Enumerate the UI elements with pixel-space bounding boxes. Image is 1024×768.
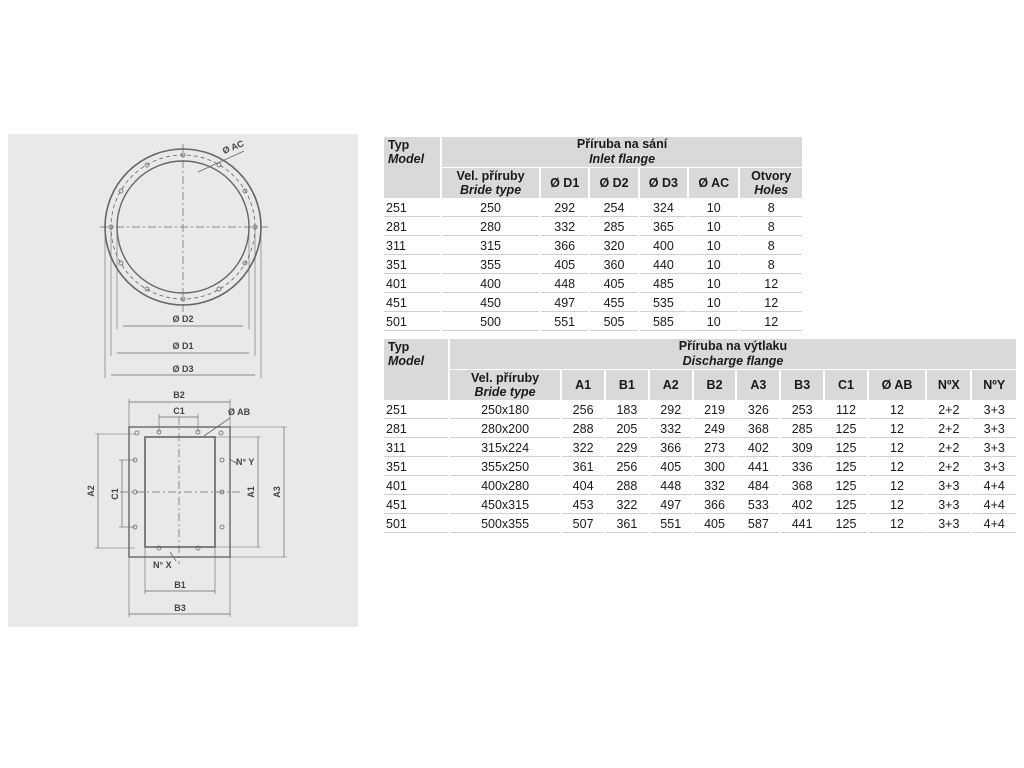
value-cell: 280 [442,218,539,236]
value-cell: 250x180 [450,401,560,419]
value-cell: 405 [694,515,736,533]
value-cell: 256 [562,401,604,419]
table-row [384,439,1016,457]
label-ac: Ø AC [221,138,246,156]
value-cell: 112 [825,401,867,419]
inlet-flange-table [382,136,804,332]
value-cell: 125 [825,458,867,476]
table-row [384,515,1016,533]
value-cell: 400 [640,237,687,255]
discharge-group-header: Příruba na výtlaku Discharge flange [450,339,1016,369]
label-b2: B2 [173,390,185,400]
value-cell: 505 [590,313,637,331]
value-cell: 551 [650,515,692,533]
discharge-model-header: Typ Model [384,339,448,400]
value-cell: 12 [869,496,925,514]
value-cell: 336 [781,458,823,476]
value-cell: 288 [606,477,648,495]
model-cell: 281 [384,218,440,236]
value-cell: 533 [737,496,779,514]
label-c1-side: C1 [110,488,120,500]
value-cell: 484 [737,477,779,495]
value-cell: 332 [650,420,692,438]
label-d3: Ø D3 [172,364,194,374]
inlet-column-header: Ø D2 [590,168,637,198]
value-cell: 500x355 [450,515,560,533]
inlet-column-header: Ø D3 [640,168,687,198]
model-cell: 401 [384,275,440,293]
value-cell: 366 [694,496,736,514]
value-cell: 10 [689,199,738,217]
model-cell: 501 [384,313,440,331]
value-cell: 322 [606,496,648,514]
value-cell: 587 [737,515,779,533]
model-cell: 351 [384,458,448,476]
value-cell: 183 [606,401,648,419]
value-cell: 253 [781,401,823,419]
value-cell: 326 [737,401,779,419]
value-cell: 405 [650,458,692,476]
value-cell: 365 [640,218,687,236]
value-cell: 125 [825,439,867,457]
table-row [384,199,802,217]
value-cell: 4+4 [972,515,1016,533]
value-cell: 551 [541,313,588,331]
value-cell: 497 [650,496,692,514]
inlet-group-header: Příruba na sání Inlet flange [442,137,802,167]
label-a1: A1 [246,486,256,498]
table-row [384,218,802,236]
value-cell: 3+3 [972,401,1016,419]
label-nx: N° X [153,560,172,570]
discharge-column-header: A2 [650,370,692,400]
value-cell: 219 [694,401,736,419]
value-cell: 10 [689,256,738,274]
value-cell: 12 [740,313,802,331]
value-cell: 300 [694,458,736,476]
model-cell: 451 [384,294,440,312]
discharge-flange-drawing [95,399,287,617]
discharge-column-header: B1 [606,370,648,400]
label-ab: Ø AB [228,407,251,417]
discharge-column-header: B2 [694,370,736,400]
value-cell: 3+3 [972,458,1016,476]
table-row [384,420,1016,438]
label-a3: A3 [272,486,282,498]
discharge-column-header: NºY [972,370,1016,400]
value-cell: 125 [825,477,867,495]
value-cell: 2+2 [927,420,970,438]
table-row [384,313,802,331]
value-cell: 507 [562,515,604,533]
value-cell: 8 [740,218,802,236]
value-cell: 3+3 [972,420,1016,438]
flange-drawings [8,134,358,627]
value-cell: 400 [442,275,539,293]
value-cell: 361 [562,458,604,476]
value-cell: 292 [650,401,692,419]
value-cell: 368 [737,420,779,438]
value-cell: 2+2 [927,439,970,457]
value-cell: 535 [640,294,687,312]
value-cell: 10 [689,294,738,312]
value-cell: 441 [781,515,823,533]
value-cell: 3+3 [927,496,970,514]
value-cell: 453 [562,496,604,514]
model-cell: 311 [384,237,440,255]
value-cell: 368 [781,477,823,495]
label-b3: B3 [174,603,186,613]
value-cell: 10 [689,218,738,236]
inlet-column-header: Otvory Holes [740,168,802,198]
value-cell: 8 [740,199,802,217]
value-cell: 324 [640,199,687,217]
value-cell: 404 [562,477,604,495]
discharge-column-headers [384,370,1016,400]
value-cell: 125 [825,496,867,514]
value-cell: 4+4 [972,496,1016,514]
value-cell: 500 [442,313,539,331]
value-cell: 229 [606,439,648,457]
model-cell: 281 [384,420,448,438]
value-cell: 3+3 [972,439,1016,457]
inlet-column-header: Vel. příruby Bride type [442,168,539,198]
value-cell: 450 [442,294,539,312]
value-cell: 12 [740,294,802,312]
discharge-column-header: A3 [737,370,779,400]
discharge-table-body [384,401,1016,533]
value-cell: 366 [650,439,692,457]
value-cell: 448 [650,477,692,495]
table-row [384,401,1016,419]
value-cell: 585 [640,313,687,331]
discharge-column-header: Vel. příruby Bride type [450,370,560,400]
discharge-column-header: B3 [781,370,823,400]
value-cell: 361 [606,515,648,533]
label-b1: B1 [174,580,186,590]
value-cell: 254 [590,199,637,217]
value-cell: 205 [606,420,648,438]
discharge-column-header: NºX [927,370,970,400]
value-cell: 288 [562,420,604,438]
value-cell: 12 [869,439,925,457]
value-cell: 315 [442,237,539,255]
value-cell: 332 [694,477,736,495]
value-cell: 8 [740,237,802,255]
value-cell: 12 [869,420,925,438]
table-row [384,458,1016,476]
discharge-column-header: A1 [562,370,604,400]
value-cell: 10 [689,313,738,331]
value-cell: 355 [442,256,539,274]
value-cell: 366 [541,237,588,255]
value-cell: 402 [781,496,823,514]
value-cell: 315x224 [450,439,560,457]
model-cell: 401 [384,477,448,495]
value-cell: 441 [737,458,779,476]
value-cell: 332 [541,218,588,236]
value-cell: 440 [640,256,687,274]
inlet-column-header: Ø D1 [541,168,588,198]
value-cell: 285 [781,420,823,438]
value-cell: 12 [869,458,925,476]
value-cell: 249 [694,420,736,438]
value-cell: 3+3 [927,477,970,495]
inlet-table-body [384,199,802,331]
label-d2: Ø D2 [172,314,194,324]
value-cell: 250 [442,199,539,217]
value-cell: 400x280 [450,477,560,495]
label-d1: Ø D1 [172,341,194,351]
discharge-column-header: Ø AB [869,370,925,400]
value-cell: 320 [590,237,637,255]
inlet-column-headers [384,168,802,198]
value-cell: 12 [869,477,925,495]
value-cell: 322 [562,439,604,457]
label-a2: A2 [86,485,96,497]
value-cell: 450x315 [450,496,560,514]
model-cell: 501 [384,515,448,533]
inlet-model-header: Typ Model [384,137,440,198]
model-cell: 251 [384,199,440,217]
value-cell: 485 [640,275,687,293]
table-row [384,294,802,312]
table-row [384,496,1016,514]
value-cell: 4+4 [972,477,1016,495]
value-cell: 405 [541,256,588,274]
label-c1-top: C1 [173,406,185,416]
value-cell: 12 [869,401,925,419]
table-row [384,256,802,274]
value-cell: 402 [737,439,779,457]
table-row [384,275,802,293]
discharge-column-header: C1 [825,370,867,400]
value-cell: 292 [541,199,588,217]
table-row [384,477,1016,495]
model-cell: 351 [384,256,440,274]
value-cell: 273 [694,439,736,457]
value-cell: 360 [590,256,637,274]
value-cell: 12 [740,275,802,293]
model-cell: 311 [384,439,448,457]
value-cell: 10 [689,275,738,293]
value-cell: 10 [689,237,738,255]
value-cell: 256 [606,458,648,476]
inlet-column-header: Ø AC [689,168,738,198]
value-cell: 448 [541,275,588,293]
flange-drawing-panel [8,134,358,627]
value-cell: 455 [590,294,637,312]
value-cell: 355x250 [450,458,560,476]
value-cell: 309 [781,439,823,457]
table-row [384,237,802,255]
value-cell: 12 [869,515,925,533]
value-cell: 8 [740,256,802,274]
value-cell: 497 [541,294,588,312]
value-cell: 280x200 [450,420,560,438]
value-cell: 2+2 [927,458,970,476]
model-cell: 451 [384,496,448,514]
model-cell: 251 [384,401,448,419]
value-cell: 405 [590,275,637,293]
discharge-flange-table [382,338,1018,534]
value-cell: 2+2 [927,401,970,419]
value-cell: 125 [825,515,867,533]
value-cell: 3+3 [927,515,970,533]
value-cell: 285 [590,218,637,236]
label-ny: N° Y [236,457,255,467]
value-cell: 125 [825,420,867,438]
